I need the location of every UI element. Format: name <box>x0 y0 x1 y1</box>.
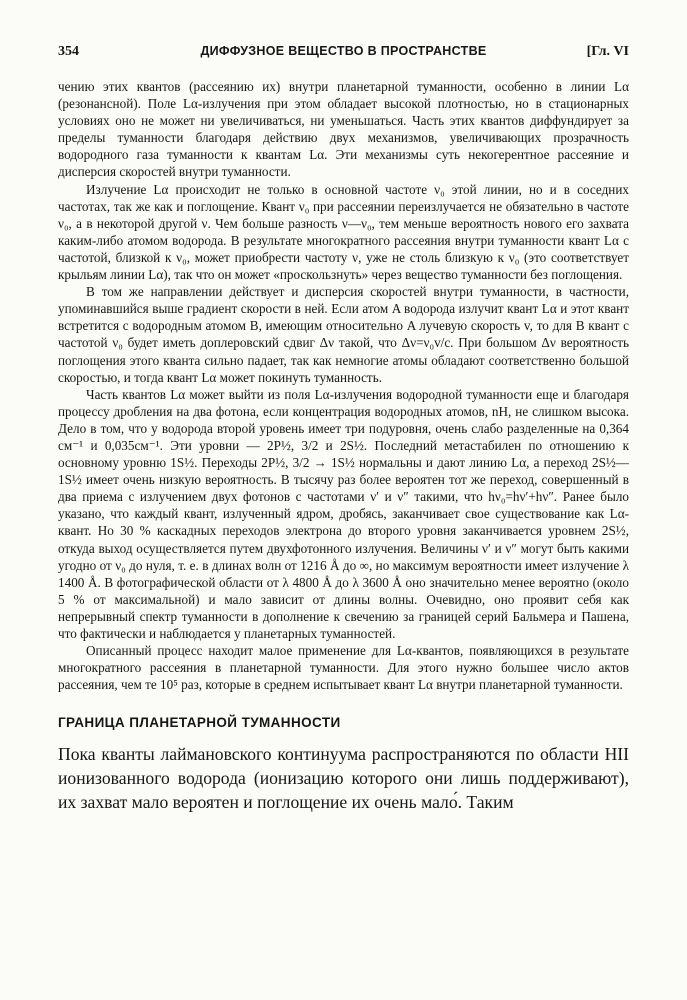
body-text <box>58 78 629 814</box>
chapter-label: [Гл. VI <box>586 44 629 59</box>
paragraph-3: В том же направлении действует и дисперсия скоростей внутри туманности, в частности, упоминавшийся выше градиент скорости в ней. Если атом A водорода излучит квант Lα и этот квант встретится с водородным атомом B, имеющим относительно A лучевую скорость v, то для B квант с частотой ν₀ будет иметь доплеровский сдвиг Δν такой, что Δν=ν₀v/c. При большом Δν вероятность поглощения этого кванта сильно падает, так как немногие атомы обладают соответственно большой скоростью, и тогда квант Lα может покинуть туманность. <box>58 284 629 385</box>
section-heading: ГРАНИЦА ПЛАНЕТАРНОЙ ТУМАННОСТИ <box>58 715 341 731</box>
paragraph-1: чению этих квантов (рассеянию их) внутри планетарной туманности, особенно в линии Lα (резонансной). Поле Lα-излучения при этом обладает высокой плотностью, но в стационарных условиях оно не может ни увеличиваться, ни уменьшаться. Часть этих квантов диффундирует за пределы туманности благодаря действию двух механизмов, увеличивающих прозрачность водородного газа туманности к квантам Lα. Эти механизмы суть некогерентное рассеяние и дисперсия скоростей внутри туманности. <box>58 79 629 180</box>
paragraph-5: Описанный процесс находит малое применение для Lα-квантов, появляющихся в результате многократного рассеяния в планетарной туманности. Для этого нужно большее число актов рассеяния, чем те 10⁵ раз, которые в среднем испытывает квант Lα внутри планетарной туманности. <box>58 643 629 693</box>
running-header <box>58 44 629 64</box>
section-paragraph: Пока кванты лаймановского континуума распространяются по области HII ионизованного водорода (ионизацию которого они лишь поддерживают), их захват мало вероятен и поглощение их очень мало́. Таким <box>58 744 629 813</box>
page-number: 354 <box>58 44 79 59</box>
running-title: ДИФФУЗНОЕ ВЕЩЕСТВО В ПРОСТРАНСТВЕ <box>200 44 487 58</box>
paragraph-4: Часть квантов Lα может выйти из поля Lα-излучения водородной туманности еще и благодаря процессу дробления на два фотона, если концентрация водородных атомов, nH, не слишком высока. Дело в том, что у водорода второй уровень имеет три подуровня, очень слабо разделенные на 0,364 см⁻¹ и 0,035см⁻¹. Эти уровни — 2P½, 3/2 и 2S½. Последний метастабилен по отношению к основному уровню 1S½. Переходы 2P½, 3/2 → 1S½ нормальны и дают линию Lα, а переход 2S½—1S½ имеет очень низкую вероятность. В тысячу раз более вероятен тот же переход, совершенный в два приема с излучением двух фотонов с частотами ν′ и ν″ такими, что hν₀=hν′+hν″. Ранее было указано, что каждый квант, излученный ядром, дробясь, заканчивает свое существование как Lα-квант. Но 30 % каскадных переходов электрона до второго уровня заканчивается уровнем 2S½, откуда выход осуществляется путем двухфотонного излучения. Величины ν′ и ν″ могут быть какими угодно от ν₀ до нуля, т. е. в длинах волн от 1216 Å до ∞, но максимум вероятности имеет излучение λ 1400 Å. В фотографической области от λ 4800 Å до λ 3600 Å оно значительно менее вероятно (около 5 % от максимальной) и мало зависит от длины волны. Очевидно, оно проявит себя как непрерывный спектр туманности в дополнение к свечению за границей серий Бальмера и Пашена, что фактически и наблюдается у планетарных туманностей. <box>58 386 629 641</box>
paragraph-2: Излучение Lα происходит не только в основной частоте ν₀ этой линии, но и в соседних частотах, так же как и поглощение. Квант ν₀ при рассеянии переизлучается не обязательно в частоте ν₀, а в некоторой другой ν. Чем больше разность ν—ν₀, тем меньше вероятность нового его захвата каким-либо атомом водорода. В результате многократного рассеяния внутри туманности квант Lα с частотой, близкой к ν₀, может приобрести частоту ν, уже не столь близкую к ν₀ (это соответствует крыльям линии Lα), так что он может «проскользнуть» через вещество туманности без поглощения. <box>58 181 629 283</box>
